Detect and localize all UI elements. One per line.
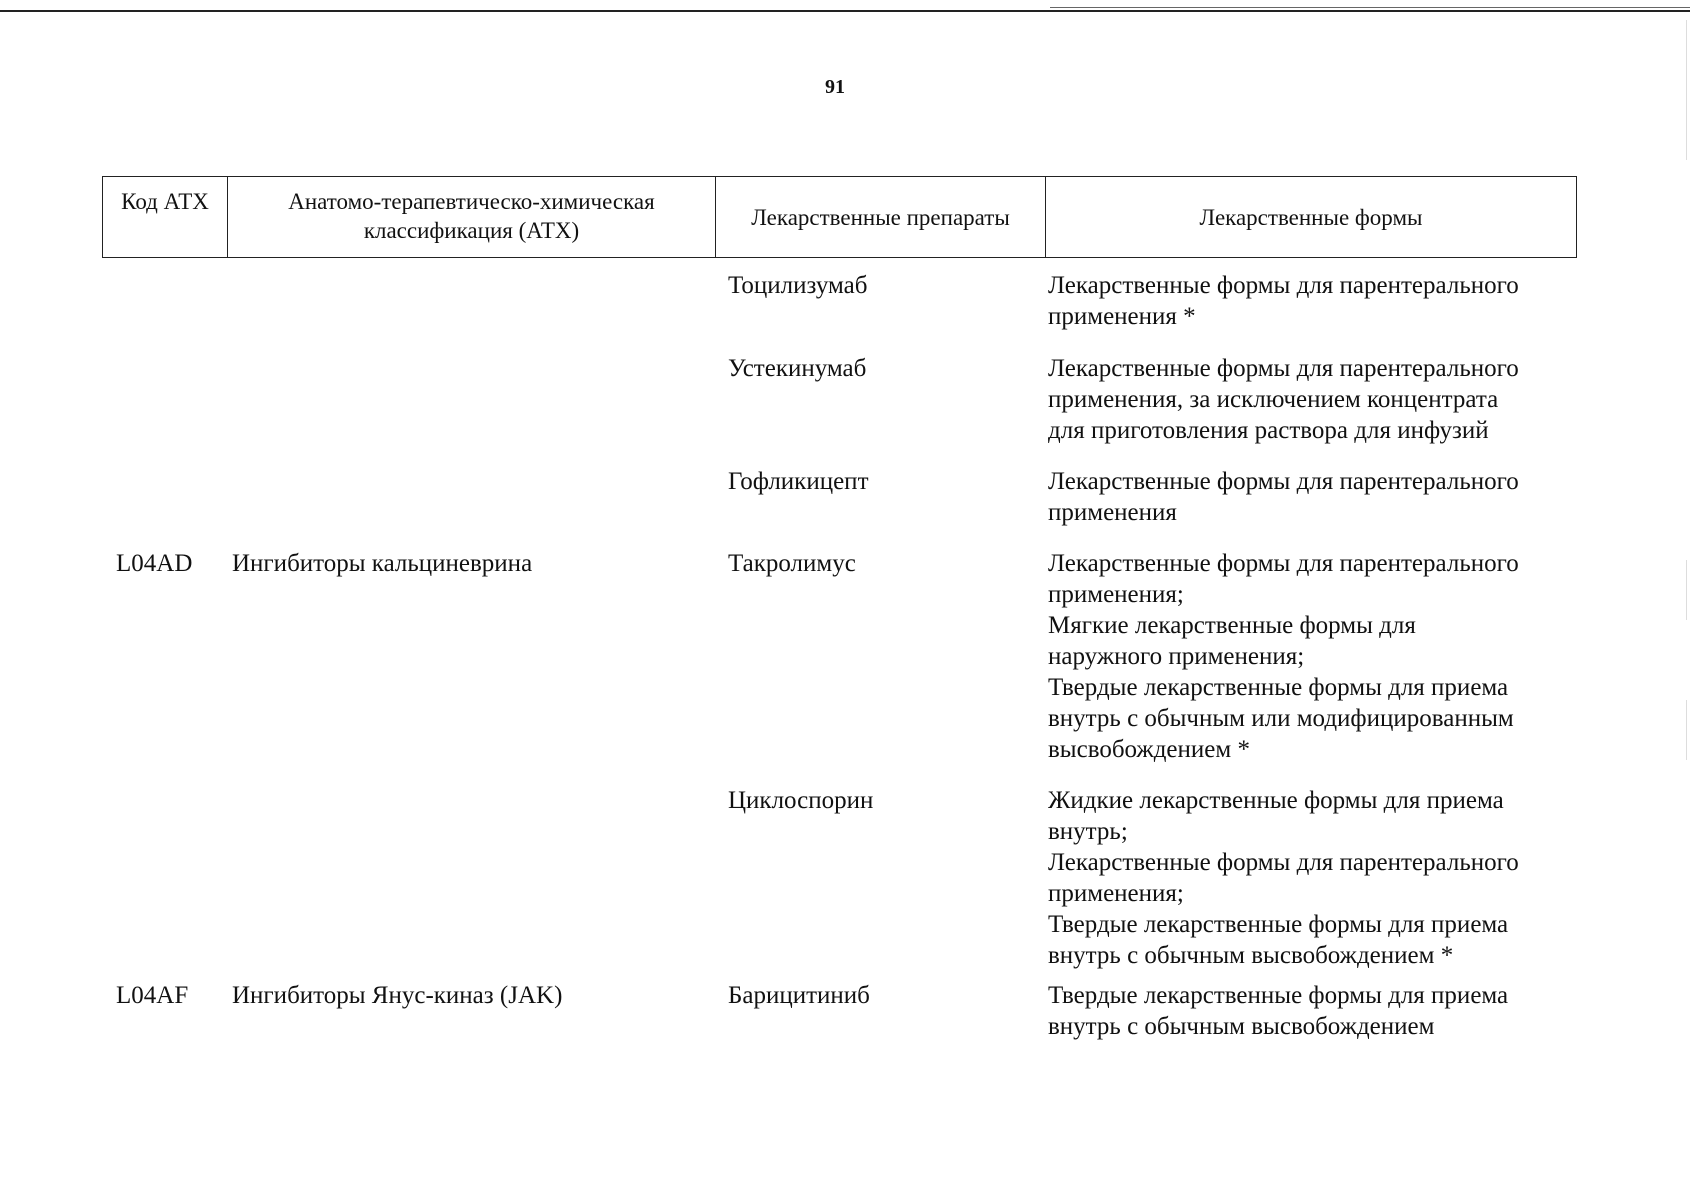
row-drug: Гофликицепт (728, 468, 869, 495)
form-line: Лекарственные формы для парентерального (1048, 272, 1519, 299)
form-line: Твердые лекарственные формы для приема (1048, 674, 1509, 701)
form-line: Лекарственные формы для парентерального (1048, 849, 1519, 876)
header-code (103, 177, 228, 257)
scan-edge-mark (1686, 20, 1687, 160)
form-line: внутрь с обычным или модифицированным (1048, 705, 1514, 732)
row-drug: Тоцилизумаб (728, 272, 868, 299)
row-code: L04AF (116, 982, 189, 1009)
form-line: применения; (1048, 880, 1184, 907)
form-line: Жидкие лекарственные формы для приема (1048, 787, 1504, 814)
header-classification (228, 177, 716, 257)
form-line: для приготовления раствора для инфузий (1048, 417, 1489, 444)
form-line: Твердые лекарственные формы для приема (1048, 911, 1509, 938)
row-code: L04AD (116, 550, 193, 577)
header-forms-label: Лекарственные формы (1199, 204, 1423, 230)
form-line: применения; (1048, 581, 1184, 608)
form-line: Твердые лекарственные формы для приема (1048, 982, 1509, 1009)
row-forms (1045, 980, 1577, 1042)
table-row (102, 548, 1577, 765)
header-classification-line1: Анатомо-терапевтическо-химическая (288, 189, 655, 214)
table-row (102, 466, 1577, 528)
table-row (102, 353, 1577, 446)
form-line: Лекарственные формы для парентерального (1048, 550, 1519, 577)
form-line: внутрь с обычным высвобождением * (1048, 942, 1454, 969)
row-code (102, 353, 227, 446)
row-classification (227, 785, 715, 971)
table-body (102, 258, 1577, 1042)
row-forms (1045, 466, 1577, 528)
row-classification (227, 270, 715, 332)
form-line: наружного применения; (1048, 643, 1305, 670)
form-line: Лекарственные формы для парентерального (1048, 468, 1519, 495)
form-line: высвобождением * (1048, 736, 1250, 763)
top-rule-thin (1050, 7, 1690, 8)
header-code-label: Код АТХ (121, 189, 209, 214)
row-code (102, 270, 227, 332)
row-classification: Ингибиторы Янус-киназ (JAK) (232, 982, 563, 1009)
page-number: 91 (825, 76, 845, 98)
header-drugs (716, 177, 1046, 257)
form-line: применения * (1048, 303, 1196, 330)
form-line: Мягкие лекарственные формы для (1048, 612, 1416, 639)
row-drug: Такролимус (728, 550, 856, 577)
row-drug: Устекинумаб (728, 355, 867, 382)
row-code (102, 466, 227, 528)
header-forms (1046, 177, 1576, 257)
form-line: внутрь с обычным высвобождением (1048, 1013, 1435, 1040)
row-classification (227, 353, 715, 446)
scan-edge-mark (1686, 560, 1687, 620)
table-row (102, 785, 1577, 971)
form-line: Лекарственные формы для парентерального (1048, 355, 1519, 382)
form-line: внутрь; (1048, 818, 1128, 845)
form-line: применения (1048, 499, 1177, 526)
scan-edge-mark (1686, 700, 1687, 760)
row-drug: Циклоспорин (728, 787, 874, 814)
row-drug: Барицитиниб (728, 982, 870, 1009)
row-forms (1045, 548, 1577, 765)
row-forms (1045, 785, 1577, 971)
row-classification: Ингибиторы кальциневрина (232, 550, 533, 577)
table-header (102, 176, 1577, 258)
top-rule (0, 10, 1690, 12)
row-code (102, 785, 227, 971)
form-line: применения, за исключением концентрата (1048, 386, 1499, 413)
header-drugs-label: Лекарственные препараты (751, 204, 1010, 230)
row-forms (1045, 353, 1577, 446)
table-row (102, 980, 1577, 1042)
header-classification-line2: классификация (АТХ) (363, 218, 580, 243)
table-row (102, 270, 1577, 332)
row-classification (227, 466, 715, 528)
row-forms (1045, 270, 1577, 332)
